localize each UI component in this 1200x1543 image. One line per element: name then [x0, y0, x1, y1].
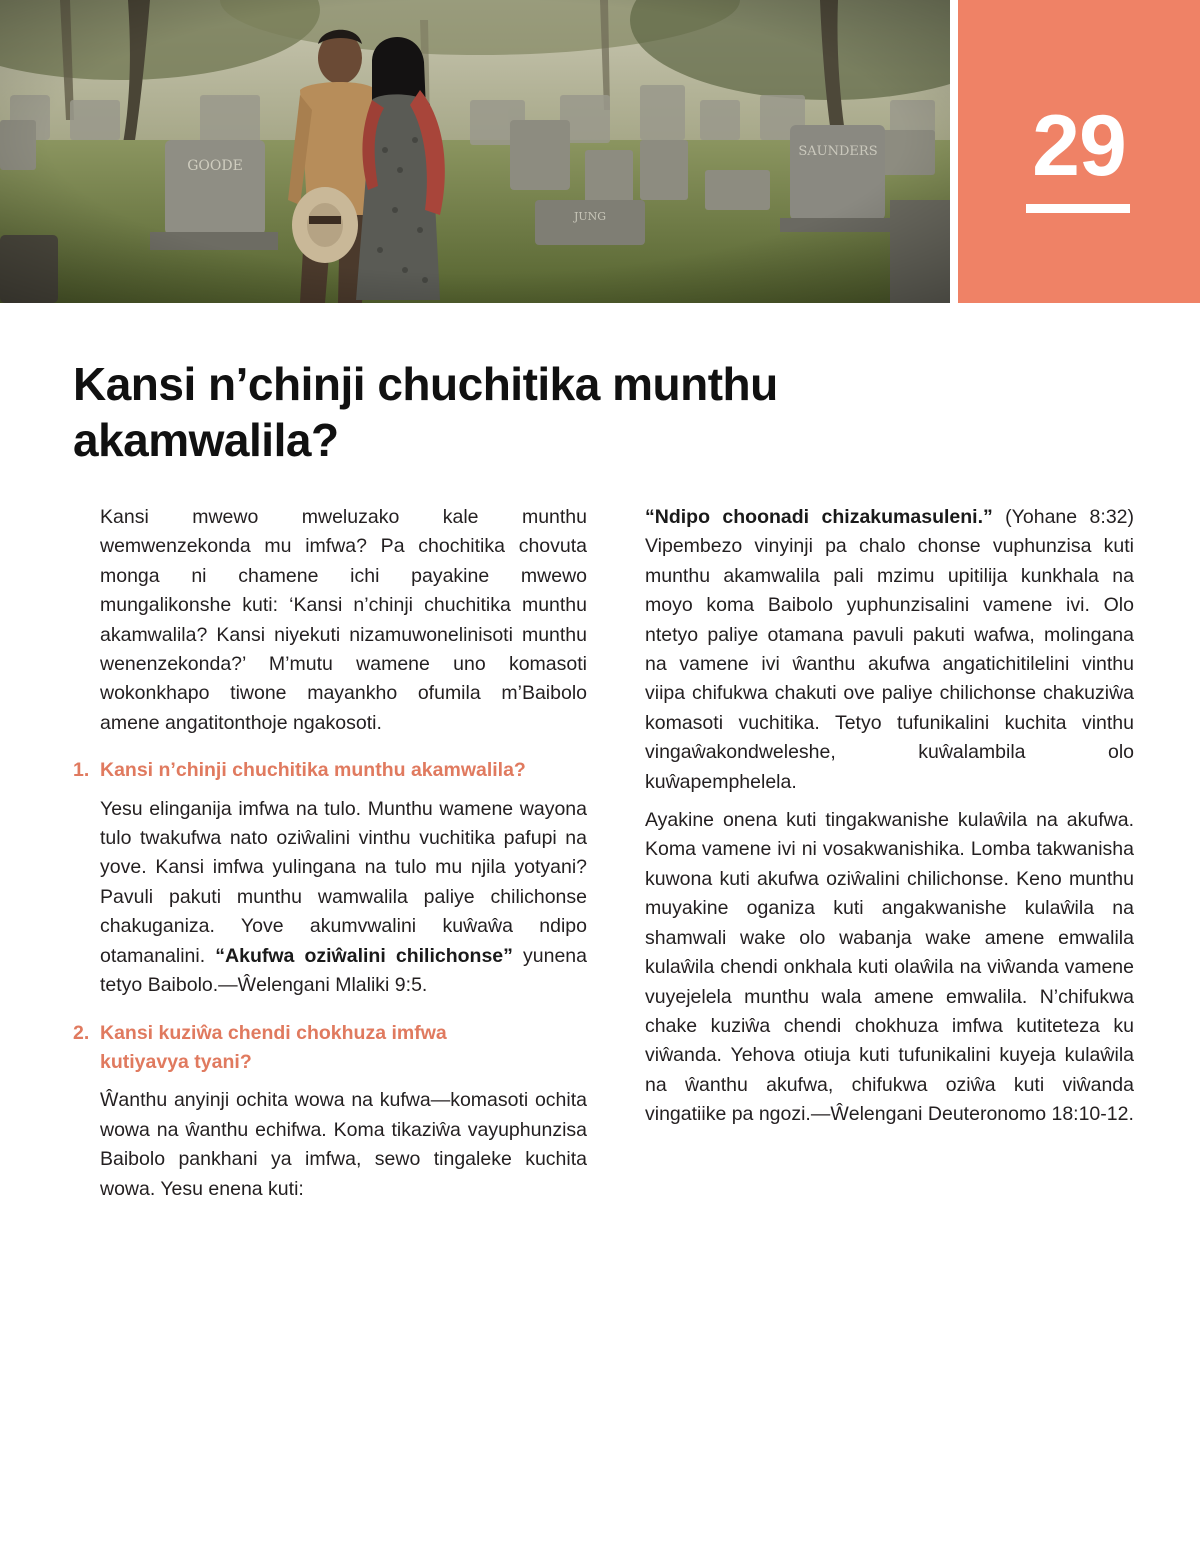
question-1-number: 1.	[73, 759, 90, 782]
john-quote: “Ndipo choonadi chizakumasuleni.”	[645, 506, 993, 528]
intro-paragraph: Kansi mwewo mweluzako kale munthu wemwenzekonda mu imfwa? Pa chochitika chovuta monga ni chamene ichi payakine mwewo mungalikonshe kuti: ‘Kansi n’chinji chuchitika munthu akamwalila? Kansi niyekuti nizamuwonelinisoti munthu wenenzekonda?’ M’mutu wamene uno komasoti wokonkhapo tiwone mayankho ofumila m’Baibolo amene angatitonthoje ngakosoti.	[100, 506, 587, 734]
question-1-heading	[73, 756, 587, 785]
question-2-heading	[73, 1019, 587, 1078]
right-paragraph-2: Ayakine onena kuti tingakwanishe kulaŵila na akufwa. Koma vamene ivi ni vosakwanishika. Lomba takwanisha kuwona kuti akufwa oziŵalini chilichonse. Keno munthu muyakine oganiza kuti angakwanishe kulaŵila na shamwali wake olo wabanja wake amene emwalila kulaŵila chendi onkhala kuti olaŵila na viŵanda vamene vuyejelela munthu wala amene emwalila. N’chifukwa chake kuziŵa chendi chokhuza imfwa kutiteteza ku viŵanda. Yehova otiuja kuti tufunikalini kuyeja kulaŵila na ŵanthu akufwa, chifukwa oziŵa kuti viŵanda vingatiike pa ngozi.—Ŵelengani Deuteronomo 18:10-12.	[645, 809, 1134, 1126]
question-2-body: Ŵanthu anyinji ochita wowa na kufwa—komasoti ochita wowa na ŵanthu echifwa. Koma tikaziŵa vayuphunzisa Baibolo pankhani ya imfwa, sewo tingaleke kuchita wowa. Yesu enena kuti:	[100, 1089, 587, 1200]
right-paragraph-1	[645, 503, 1134, 797]
header-photo	[0, 0, 950, 303]
question-2-text: Kansi kuziŵa chendi chokhuza imfwa kutiyavya tyani?	[100, 1021, 447, 1073]
question-1-scripture-quote: “Akufwa oziŵalini chilichonse”	[215, 944, 513, 967]
lesson-number-underline	[1026, 204, 1130, 213]
right-column	[645, 503, 1134, 1139]
right-paragraph-1-text: (Yohane 8:32) Vipembezo vinyinji pa chalo chonse vuphunzisa kuti munthu akamwalila pali mzimu upitilija kunkhala na moyo koma Baibolo yuphunzisalini vamene ivi. Olo ntetyo paliye otamana pavuli pakuti wafwa, molingana na vamene ivi ŵanthu akufwa angatichitilelini vinthu viipa chifukwa chakuti ove paliye chilichonse chakuziŵa komasoti vuchitika. Tetyo tufunikalini kuchita vinthu vingaŵakondweleshe, kuŵalambila olo kuŵapemphelela.	[645, 506, 1134, 793]
lesson-number-box	[958, 0, 1200, 303]
left-column	[73, 503, 587, 1213]
lesson-number: 29	[1032, 98, 1126, 194]
question-1-body-start: Yesu elinganija imfwa na tulo. Munthu wamene wayona tulo twakufwa nato oziŵalini vinthu vuchitika pafupi na yove. Kansi imfwa yulingana na tulo mu njila yotyani? Pavuli pakuti munthu wamwalila paliye chilichonse chakuganiza. Yove akumvwalini kuŵaŵa ndipo otamanalini.	[100, 797, 587, 967]
question-1-text: Kansi n’chinji chuchitika munthu akamwalila?	[100, 759, 526, 782]
question-1-body-end: yunena tetyo Baibolo.—Ŵelengani Mlaliki 9:5.	[100, 944, 587, 997]
question-2-number: 2.	[73, 1021, 90, 1044]
page-title: Kansi n’chinji chuchitika munthu akamwalila?	[73, 358, 778, 466]
question-1-body	[73, 795, 587, 1001]
